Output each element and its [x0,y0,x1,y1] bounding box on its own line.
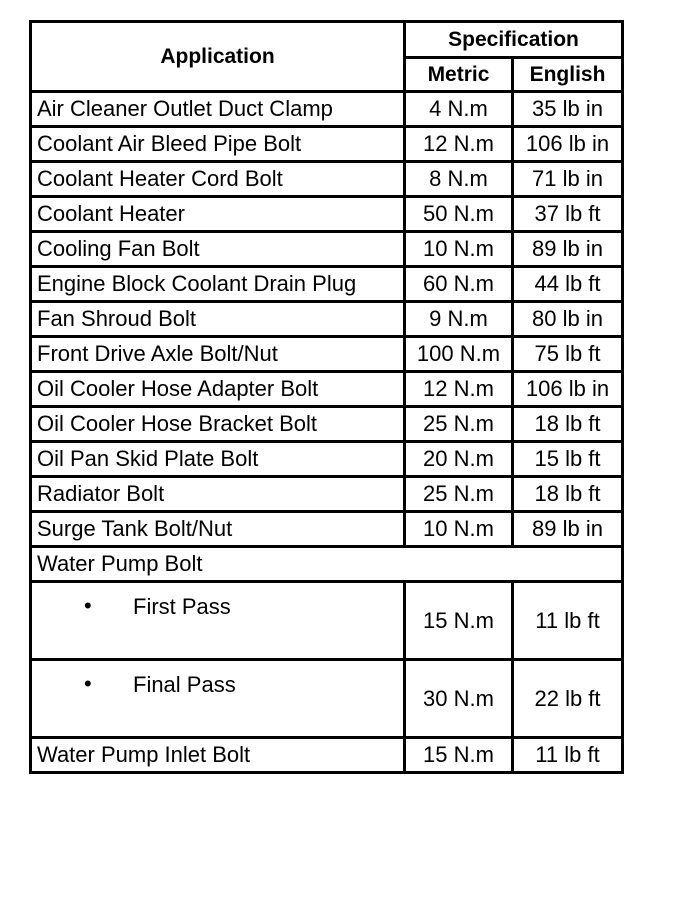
application-cell: Fan Shroud Bolt [31,302,405,337]
application-cell: Oil Cooler Hose Bracket Bolt [31,407,405,442]
english-cell: 37 lb ft [513,197,623,232]
metric-cell: 60 N.m [405,267,513,302]
metric-header: Metric [405,58,513,92]
first-pass-label: First Pass [133,594,231,619]
application-cell: Oil Cooler Hose Adapter Bolt [31,372,405,407]
table-row [31,337,623,372]
english-cell: 75 lb ft [513,337,623,372]
final-pass-cell [31,660,405,738]
english-cell: 80 lb in [513,302,623,337]
application-cell: Engine Block Coolant Drain Plug [31,267,405,302]
english-cell: 89 lb in [513,512,623,547]
application-cell: Radiator Bolt [31,477,405,512]
application-cell: Front Drive Axle Bolt/Nut [31,337,405,372]
application-cell: Cooling Fan Bolt [31,232,405,267]
water-pump-bolt-cell: Water Pump Bolt [31,547,623,582]
final-pass-label: Final Pass [133,672,236,697]
specification-header: Specification [405,22,623,58]
application-cell: Water Pump Inlet Bolt [31,738,405,773]
bullet-icon: • [84,593,92,618]
metric-cell: 10 N.m [405,512,513,547]
metric-cell: 8 N.m [405,162,513,197]
application-cell: Coolant Heater Cord Bolt [31,162,405,197]
header-row [31,22,623,58]
table-row [31,162,623,197]
english-cell: 89 lb in [513,232,623,267]
table-row [31,197,623,232]
metric-cell: 100 N.m [405,337,513,372]
table-row [31,512,623,547]
english-cell: 11 lb ft [513,582,623,660]
table-row [31,92,623,127]
application-cell: Air Cleaner Outlet Duct Clamp [31,92,405,127]
table-row [31,302,623,337]
table-row [31,477,623,512]
application-cell: Surge Tank Bolt/Nut [31,512,405,547]
table-row [31,127,623,162]
metric-cell: 50 N.m [405,197,513,232]
table-row [31,267,623,302]
table-row [31,407,623,442]
table-row [31,372,623,407]
metric-cell: 20 N.m [405,442,513,477]
torque-spec-table [29,20,624,774]
metric-cell: 10 N.m [405,232,513,267]
application-cell: Coolant Heater [31,197,405,232]
english-cell: 18 lb ft [513,477,623,512]
english-cell: 44 lb ft [513,267,623,302]
english-cell: 18 lb ft [513,407,623,442]
table-row [31,442,623,477]
metric-cell: 25 N.m [405,477,513,512]
metric-cell: 9 N.m [405,302,513,337]
english-cell: 71 lb in [513,162,623,197]
metric-cell: 15 N.m [405,582,513,660]
english-header: English [513,58,623,92]
final-pass-row [31,660,623,738]
application-cell: Oil Pan Skid Plate Bolt [31,442,405,477]
water-pump-group-row [31,547,623,582]
bullet-icon: • [84,671,92,696]
english-cell: 106 lb in [513,127,623,162]
metric-cell: 12 N.m [405,127,513,162]
metric-cell: 25 N.m [405,407,513,442]
english-cell: 106 lb in [513,372,623,407]
metric-cell: 30 N.m [405,660,513,738]
metric-cell: 4 N.m [405,92,513,127]
first-pass-row [31,582,623,660]
english-cell: 11 lb ft [513,738,623,773]
english-cell: 15 lb ft [513,442,623,477]
application-header: Application [31,22,405,92]
table-row [31,738,623,773]
english-cell: 22 lb ft [513,660,623,738]
first-pass-cell [31,582,405,660]
metric-cell: 12 N.m [405,372,513,407]
table-row [31,232,623,267]
metric-cell: 15 N.m [405,738,513,773]
application-cell: Coolant Air Bleed Pipe Bolt [31,127,405,162]
english-cell: 35 lb in [513,92,623,127]
